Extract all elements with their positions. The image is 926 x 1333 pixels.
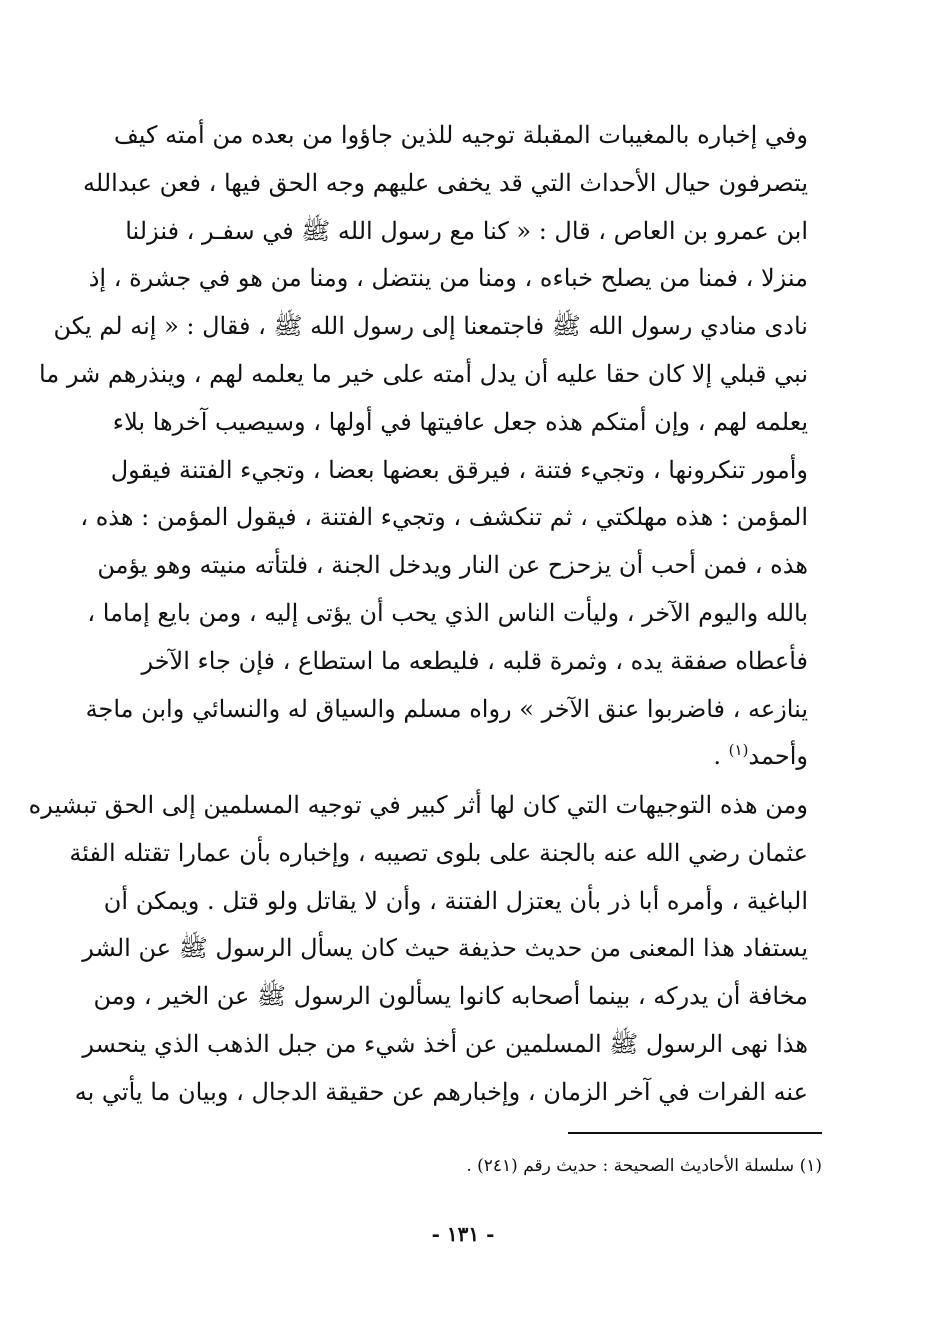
- text-line: المؤمن : هذه مهلكتي ، ثم تنكشف ، وتجيء الفتنة ، فيقول المؤمن : هذه ،: [80, 503, 808, 532]
- text-line: عثمان رضي الله عنه بالجنة على بلوى تصيبه ، وإخباره بأن عمارا تقتله الفئة: [69, 838, 808, 867]
- text-line: نبي قبلي إلا كان حقا عليه أن يدل أمته على خير ما يعلمه لهم ، وينذرهم شر ما: [39, 359, 808, 388]
- text-line: مخافة أن يدركه ، بينما أصحابه كانوا يسألون الرسول ﷺ عن الخير ، ومن: [93, 982, 808, 1011]
- paragraph-1: [39, 112, 808, 781]
- text-line: هذا نهى الرسول ﷺ المسلمين عن أخذ شيء من جبل الذهب الذي ينحسر: [82, 1029, 808, 1058]
- paragraph-2: [28, 782, 808, 1117]
- last-line-text: وأحمد: [748, 742, 808, 771]
- text-line: ومن هذه التوجيهات التي كان لها أثر كبير في توجيه المسلمين إلى الحق تبشيره: [28, 791, 808, 819]
- text-line: بالله واليوم الآخر ، وليأت الناس الذي يحب أن يؤتى إليه ، ومن بايع إماما ،: [87, 598, 808, 627]
- footnote-reference[interactable]: (١): [728, 741, 749, 760]
- text-line: الباغية ، وأمره أبا ذر بأن يعتزل الفتنة ، وأن لا يقاتل ولو قتل . ويمكن أن: [103, 886, 808, 915]
- text-line: عنه الفرات في آخر الزمان ، وإخبارهم عن حقيقة الدجال ، وبيان ما يأتي به: [74, 1077, 808, 1106]
- footnote-separator: [568, 1132, 822, 1134]
- text-line: نادى منادي رسول الله ﷺ فاجتمعنا إلى رسول الله ﷺ ، فقال : « إنه لم يكن: [53, 312, 808, 341]
- page-number: - ١٣١ -: [431, 1222, 495, 1246]
- text-line: يعلمه لهم ، وإن أمتكم هذه جعل عافيتها في أولها ، وسيصيب آخرها بلاء: [112, 407, 808, 436]
- text-line: ابن عمرو بن العاص ، قال : « كنا مع رسول الله ﷺ في سفـر ، فنزلنا: [125, 216, 808, 245]
- footnote: (١) سلسلة الأحاديث الصحيحة : حديث رقم (٢٤١) .: [466, 1156, 822, 1176]
- text-line: فأعطاه صفقة يده ، وثمرة قلبه ، فليطعه ما استطاع ، فإن جاء الآخر: [141, 646, 808, 675]
- text-line: ينازعه ، فاضربوا عنق الآخر » رواه مسلم والسياق له والنسائي وابن ماجة: [85, 694, 808, 723]
- text-line: منزلا ، فمنا من يصلح خباءه ، ومنا من ينتضل ، ومنا من هو في جشرة ، إذ: [88, 264, 808, 293]
- text-line: يستفاد هذا المعنى من حديث حذيفة حيث كان يسأل الرسول ﷺ عن الشر: [82, 934, 808, 963]
- text-line: وفي إخباره بالمغيبات المقبلة توجيه للذين جاؤوا من بعده من أمته كيف: [113, 121, 808, 149]
- text-line: وأمور تنكرونها ، وتجيء فتنة ، فيرقق بعضها بعضا ، وتجيء الفتنة فيقول: [110, 455, 808, 484]
- text-line: هذه ، فمن أحب أن يزحزح عن النار ويدخل الجنة ، فلتأته منيته وهو يؤمن: [97, 551, 808, 580]
- text-line: يتصرفون حيال الأحداث التي قد يخفى عليهم وجه الحق فيها ، فعن عبدالله: [83, 168, 808, 197]
- text-line-last: [128, 733, 808, 781]
- last-line-end: .: [713, 742, 729, 771]
